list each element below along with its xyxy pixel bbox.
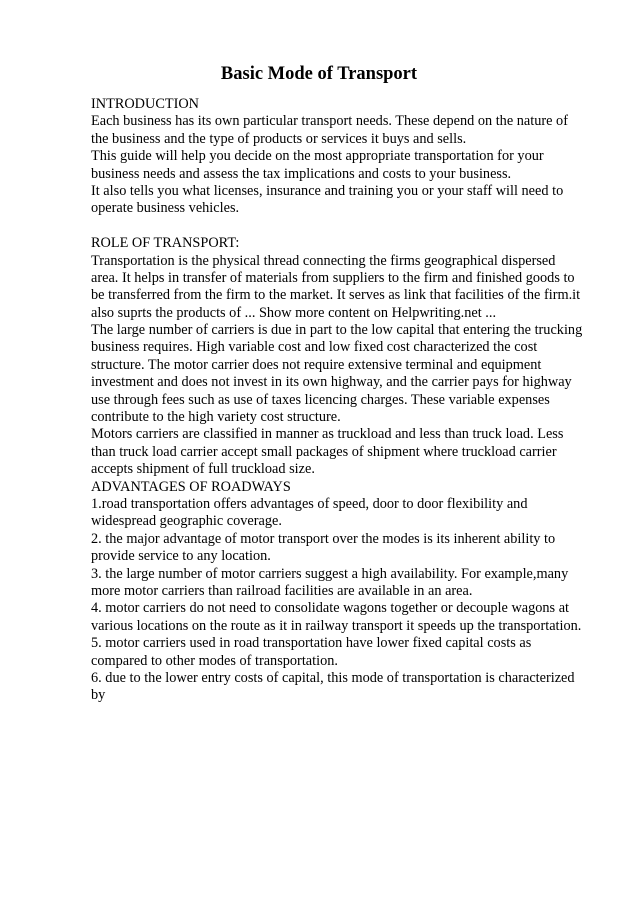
text-line: widespread geographic coverage. (91, 513, 282, 530)
document-title: Basic Mode of Transport (220, 64, 418, 84)
text-line: ROLE OF TRANSPORT: (91, 235, 240, 252)
text-line: accepts shipment of full truckload size. (91, 461, 315, 478)
text-line: provide service to any location. (91, 548, 271, 565)
text-line: 6. due to the lower entry costs of capital, this mode of transportation is characterized (91, 669, 575, 686)
text-line: contribute to the high variety cost structure. (91, 409, 341, 426)
text-line: various locations on the route as it in railway transport it speeds up the transportation. (91, 617, 582, 634)
text-line: It also tells you what licenses, insurance and training you or your staff will need to (91, 182, 564, 199)
text-line: INTRODUCTION (91, 96, 200, 112)
text-line: The large number of carriers is due in part to the low capital that entering the trucking (91, 322, 583, 339)
text-line: Transportation is the physical thread connecting the firms geographical dispersed (91, 252, 556, 269)
text-line: by (91, 687, 106, 704)
text-line: 5. motor carriers used in road transportation have lower fixed capital costs as (91, 635, 532, 652)
text-line: structure. The motor carrier does not require extensive terminal and equipment (91, 356, 542, 373)
text-line: 2. the major advantage of motor transport over the modes is its inherent ability to (91, 530, 556, 547)
text-line: also suprts the products of ... Show more content on Helpwriting.net ... (91, 304, 497, 321)
text-line: compared to other modes of transportation. (91, 652, 338, 669)
text-line: use through fees such as use of taxes licencing charges. These variable expenses (91, 391, 550, 408)
text-line: ADVANTAGES OF ROADWAYS (91, 478, 291, 495)
text-line: more motor carriers than railroad facilities are available in an area. (91, 582, 473, 599)
text-line: Each business has its own particular transport needs. These depend on the nature of (91, 113, 568, 130)
document-body (91, 96, 601, 705)
text-line: investment and does not invest in its own highway, and the carrier pays for highway (91, 374, 572, 391)
text-line: 3. the large number of motor carriers suggest a high availability. For example,many (91, 565, 569, 582)
text-line: area. It helps in transfer of materials from suppliers to the firm and finished goods to (91, 269, 575, 286)
text-line: business requires. High variable cost and low fixed cost characterized the cost (91, 339, 538, 356)
text-line: be transferred from the firm to the market. It serves as link that facilities of the firm.it (91, 287, 581, 304)
paragraph-gap (91, 218, 601, 235)
text-line: operate business vehicles. (91, 200, 240, 217)
text-line: than truck load carrier accept small packages of shipment where truckload carrier (91, 443, 557, 460)
text-line: business needs and assess the tax implications and costs to your business. (91, 165, 512, 182)
text-line: the business and the type of products or services it buys and sells. (91, 130, 467, 147)
text-line: This guide will help you decide on the most appropriate transportation for your (91, 148, 544, 165)
text-line: 1.road transportation offers advantages of speed, door to door flexibility and (91, 495, 528, 512)
text-line: 4. motor carriers do not need to consolidate wagons together or decouple wagons at (91, 600, 570, 617)
text-line: Motors carriers are classified in manner as truckload and less than truck load. Less (91, 426, 564, 443)
